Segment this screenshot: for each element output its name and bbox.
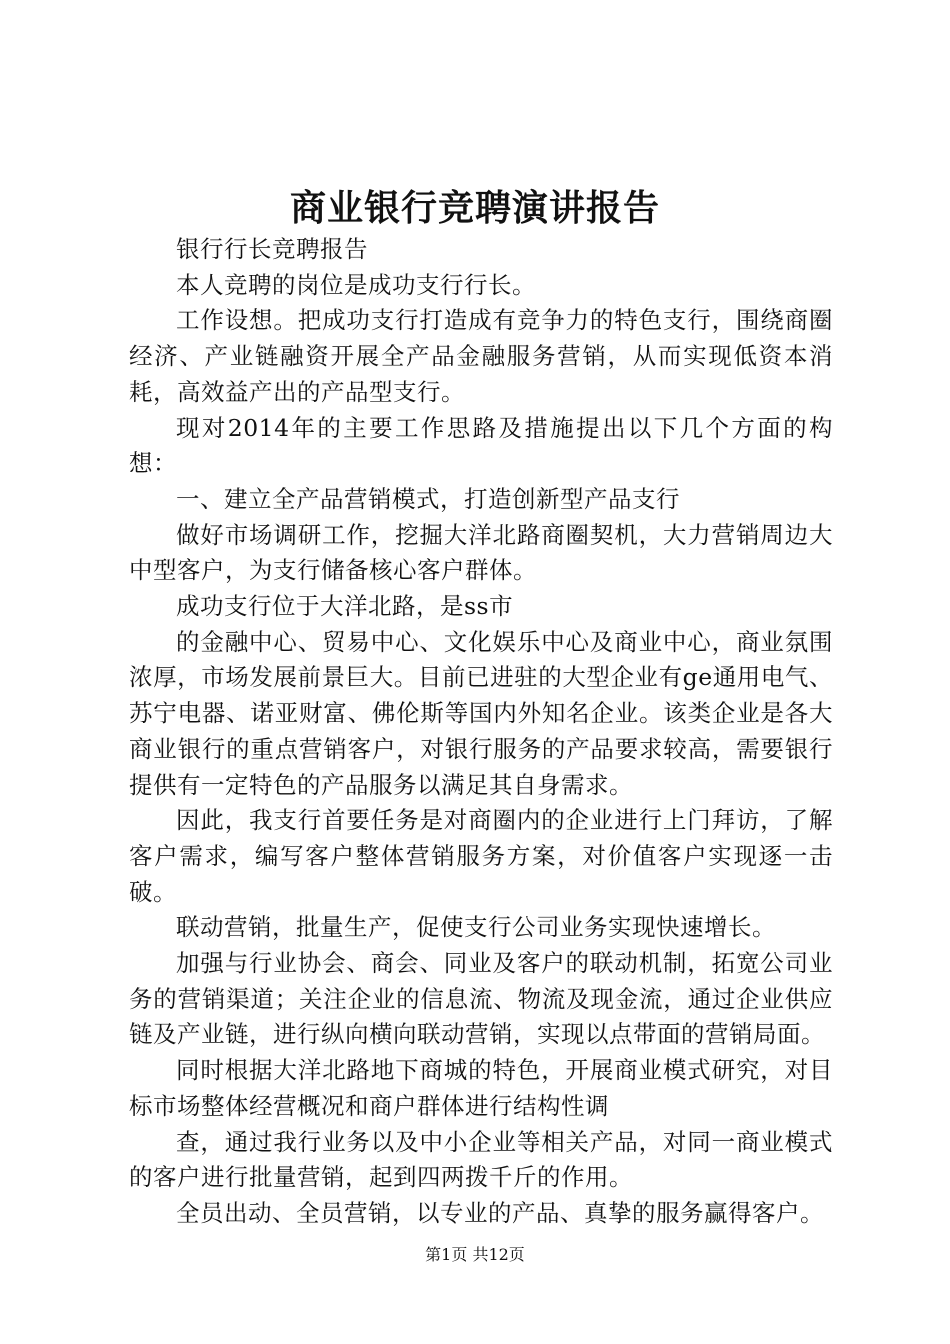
- paragraph: 加强与行业协会、商会、同业及客户的联动机制，拓宽公司业务的营销渠道；关注企业的信息流、物流及现金流，通过企业供应链及产业链，进行纵向横向联动营销，实现以点带面的营销局面。: [129, 949, 833, 1049]
- paragraph: 全员出动、全员营销，以专业的产品、真挚的服务赢得客户。: [176, 1198, 824, 1227]
- paragraph: 联动营销，批量生产，促使支行公司业务实现快速增长。: [176, 913, 776, 942]
- document-title: 商业银行竞聘演讲报告: [289, 187, 660, 229]
- paragraph: 一、建立全产品营销模式，打造创新型产品支行: [176, 484, 680, 513]
- page-number-footer: 第1页 共12页: [425, 1245, 525, 1264]
- paragraph: 工作设想。把成功支行打造成有竞争力的特色支行，围绕商圈经济、产业链融资开展全产品金融服务营销，从而实现低资本消耗，高效益产出的产品型支行。: [129, 306, 833, 406]
- paragraph: 的金融中心、贸易中心、文化娱乐中心及商业中心，商业氛围浓厚，市场发展前景巨大。目前已进驻的大型企业有ge通用电气、苏宁电器、诺亚财富、佛伦斯等国内外知名企业。该类企业是各大商业银行的重点营销客户，对银行服务的产品要求较高，需要银行提供有一定特色的产品服务以满足其自身需求。: [129, 627, 833, 799]
- paragraph: 成功支行位于大洋北路，是ss市: [176, 592, 514, 621]
- paragraph: 本人竞聘的岗位是成功支行行长。: [176, 270, 536, 299]
- document-body: [129, 232, 833, 1232]
- paragraph: 现对2014年的主要工作思路及措施提出以下几个方面的构想：: [129, 413, 833, 478]
- paragraph: 同时根据大洋北路地下商城的特色，开展商业模式研究，对目标市场整体经营概况和商户群体进行结构性调: [129, 1056, 833, 1120]
- paragraph: 做好市场调研工作，挖掘大洋北路商圈契机，大力营销周边大中型客户，为支行储备核心客户群体。: [129, 520, 833, 585]
- paragraph: 因此，我支行首要任务是对商圈内的企业进行上门拜访，了解客户需求，编写客户整体营销服务方案，对价值客户实现逐一击破。: [129, 806, 833, 906]
- paragraph: 银行行长竞聘报告: [176, 235, 368, 263]
- paragraph: 查，通过我行业务以及中小企业等相关产品，对同一商业模式的客户进行批量营销，起到四两拨千斤的作用。: [129, 1127, 833, 1192]
